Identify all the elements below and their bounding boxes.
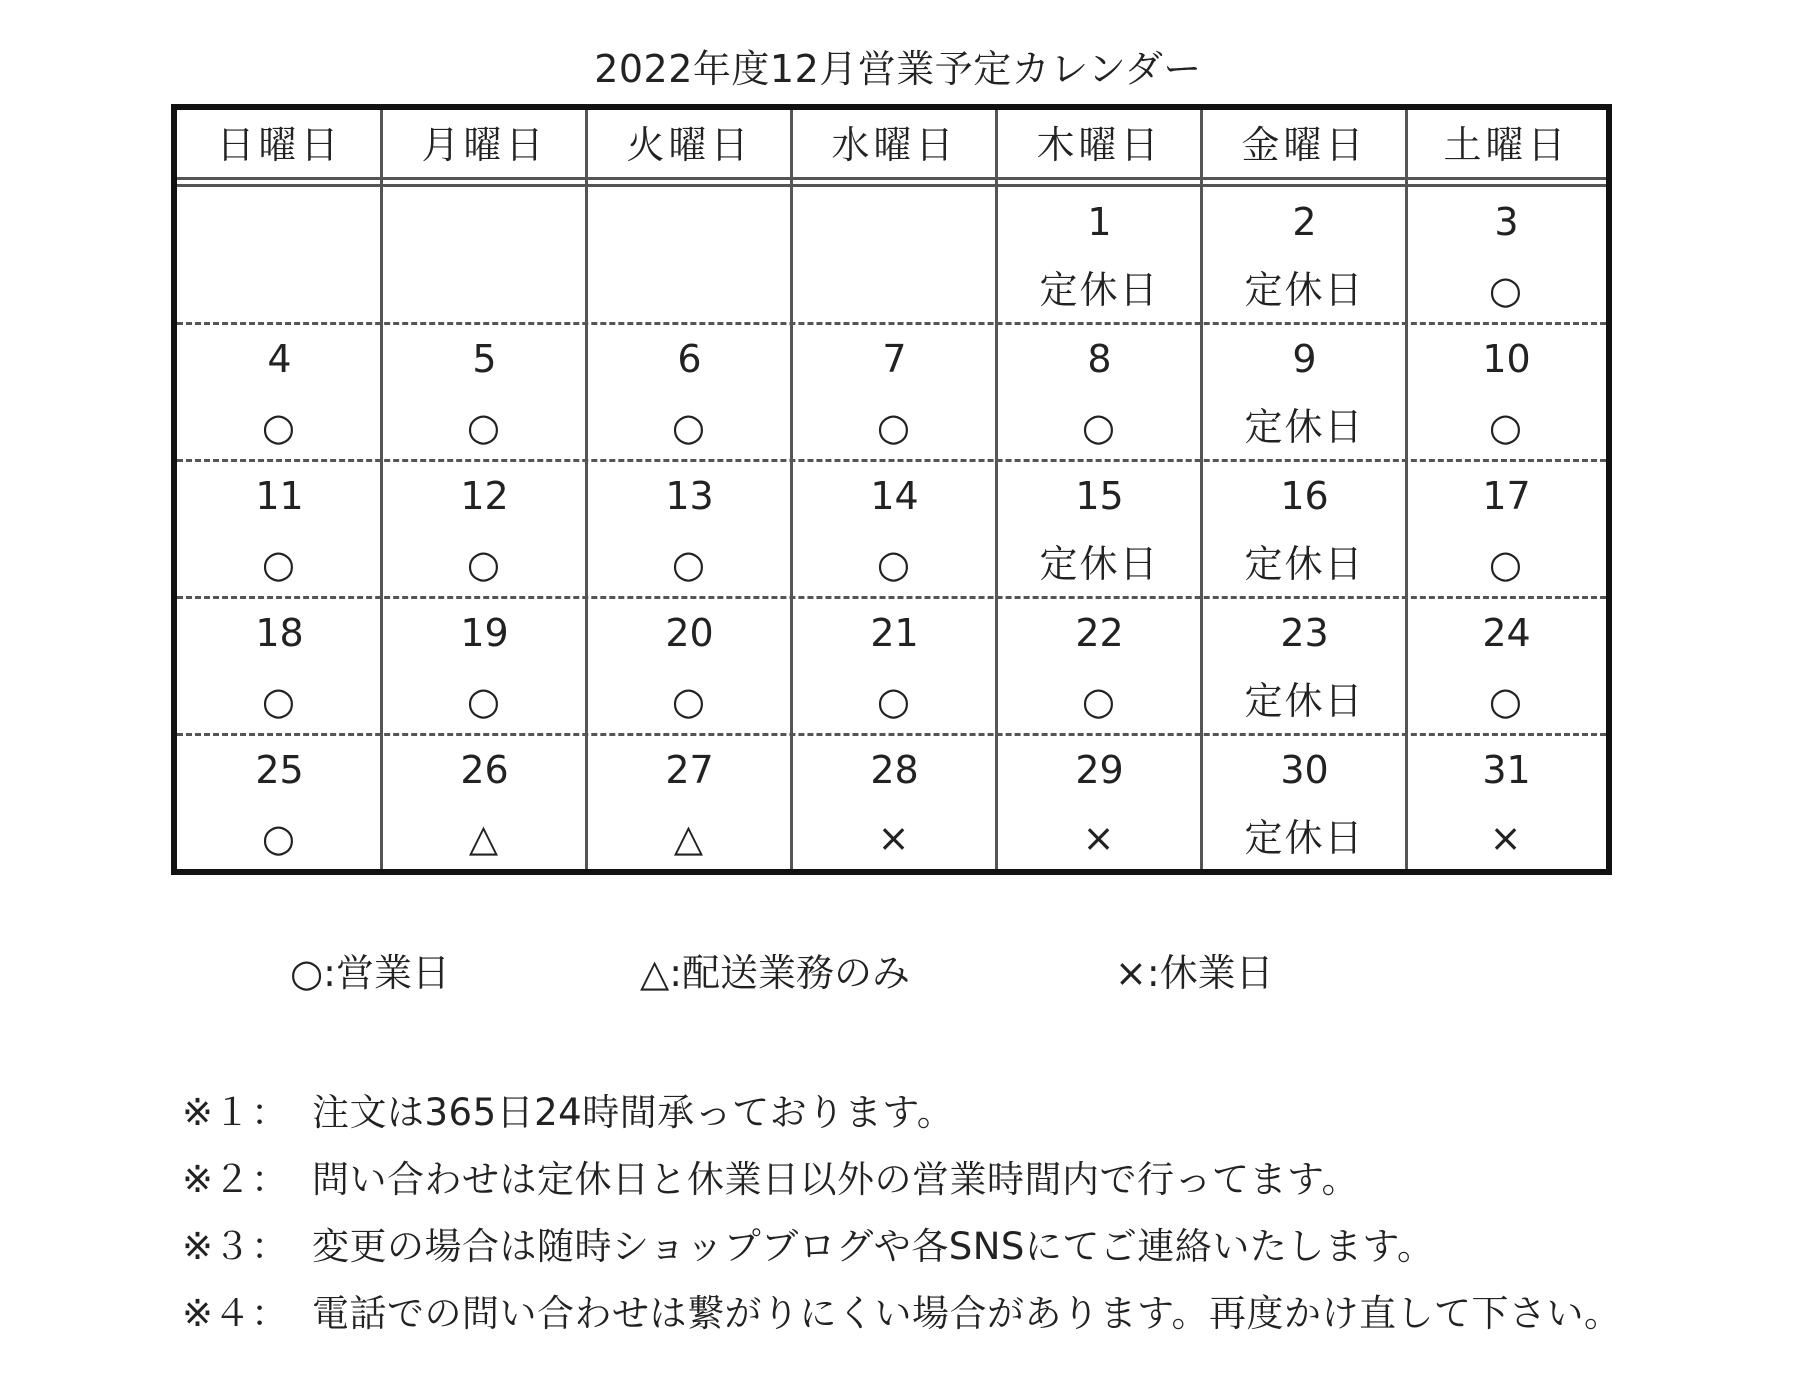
day-number <box>792 197 997 247</box>
day-cell <box>382 735 587 871</box>
note-2 <box>182 1155 1359 1205</box>
day-cell <box>177 461 382 597</box>
day-number: 29 <box>1075 748 1124 792</box>
day-status: ○ <box>466 542 503 586</box>
day-number: 4 <box>267 337 292 381</box>
day-cell <box>1407 598 1606 734</box>
note-3 <box>182 1222 1434 1272</box>
day-cell <box>1407 461 1606 597</box>
weekday-wed: 水曜日 <box>831 123 958 167</box>
day-status: × <box>877 816 912 860</box>
header-double-rule <box>177 177 1606 187</box>
day-cell <box>382 324 587 460</box>
day-status <box>382 265 587 315</box>
day-number: 31 <box>1482 748 1531 792</box>
weekday-tue: 火曜日 <box>626 123 753 167</box>
note-mark: ※２： <box>182 1158 289 1201</box>
day-cell <box>1202 324 1407 460</box>
column-divider <box>585 110 588 869</box>
week-row-2 <box>177 324 1606 460</box>
day-status <box>177 265 382 315</box>
day-status: 定休日 <box>1244 816 1365 860</box>
weekday-fri: 金曜日 <box>1241 123 1368 167</box>
day-number: 28 <box>870 748 919 792</box>
day-cell <box>997 598 1202 734</box>
note-mark: ※１： <box>182 1091 289 1134</box>
week-divider <box>177 733 1606 736</box>
day-status: ○ <box>1488 542 1525 586</box>
day-status: × <box>1489 816 1524 860</box>
day-status: 定休日 <box>1039 268 1160 312</box>
day-cell <box>997 735 1202 871</box>
day-number: 16 <box>1280 474 1329 518</box>
note-text: 注文は365日24時間承っております。 <box>312 1091 955 1134</box>
day-status: ○ <box>1081 679 1118 723</box>
day-cell <box>1202 598 1407 734</box>
week-divider <box>177 596 1606 599</box>
day-number <box>177 197 382 247</box>
weekday-thu: 木曜日 <box>1036 123 1163 167</box>
day-number: 27 <box>665 748 714 792</box>
day-status <box>587 265 792 315</box>
day-status <box>792 265 997 315</box>
day-number: 19 <box>460 611 509 655</box>
day-cell <box>587 735 792 871</box>
day-number: 13 <box>665 474 714 518</box>
day-status: ○ <box>1488 405 1525 449</box>
legend-closed: ×:休業日 <box>1115 951 1274 995</box>
day-number: 12 <box>460 474 509 518</box>
day-status: ○ <box>466 679 503 723</box>
day-status: ○ <box>876 405 913 449</box>
note-4 <box>182 1289 1622 1339</box>
day-cell <box>177 187 382 323</box>
day-status: ○ <box>261 679 298 723</box>
day-cell <box>997 187 1202 323</box>
day-status: ○ <box>1488 679 1525 723</box>
day-cell <box>1407 324 1606 460</box>
day-number: 11 <box>255 474 304 518</box>
day-number: 24 <box>1482 611 1531 655</box>
column-divider <box>1405 110 1408 869</box>
week-row-3 <box>177 461 1606 597</box>
day-cell <box>382 461 587 597</box>
column-divider <box>790 110 793 869</box>
note-mark: ※４： <box>182 1292 289 1335</box>
day-status: ○ <box>1081 405 1118 449</box>
day-cell <box>792 187 997 323</box>
day-status: ○ <box>876 679 913 723</box>
week-row-1 <box>177 187 1606 323</box>
day-cell <box>177 598 382 734</box>
day-status: △ <box>673 816 706 860</box>
calendar-body <box>177 187 1606 869</box>
day-status: ○ <box>876 542 913 586</box>
day-cell <box>382 598 587 734</box>
day-cell <box>587 598 792 734</box>
day-number: 23 <box>1280 611 1329 655</box>
legend-open: ○:営業日 <box>290 951 450 995</box>
day-status: 定休日 <box>1244 679 1365 723</box>
calendar-table <box>171 104 1612 875</box>
day-status: ○ <box>261 816 298 860</box>
day-status: 定休日 <box>1244 542 1365 586</box>
day-status: ○ <box>1488 268 1525 312</box>
day-cell <box>1202 461 1407 597</box>
day-status: ○ <box>671 542 708 586</box>
day-status: ○ <box>671 679 708 723</box>
weekday-header-row <box>177 110 1606 176</box>
note-1 <box>182 1088 954 1138</box>
day-cell <box>587 187 792 323</box>
week-divider <box>177 459 1606 462</box>
day-cell <box>587 461 792 597</box>
day-number: 20 <box>665 611 714 655</box>
day-cell <box>1202 735 1407 871</box>
day-cell <box>792 461 997 597</box>
day-status: ○ <box>261 542 298 586</box>
day-cell <box>1202 187 1407 323</box>
legend-delivery-only: △:配送業務のみ <box>640 951 911 995</box>
note-mark: ※３： <box>182 1225 289 1268</box>
weekday-sat: 土曜日 <box>1443 123 1570 167</box>
note-text: 電話での問い合わせは繋がりにくい場合があります。再度かけ直して下さい。 <box>312 1292 1622 1335</box>
day-cell <box>792 735 997 871</box>
day-number: 6 <box>677 337 702 381</box>
day-number: 9 <box>1292 337 1317 381</box>
day-status: 定休日 <box>1244 268 1365 312</box>
day-status: ○ <box>466 405 503 449</box>
day-number: 18 <box>255 611 304 655</box>
day-number: 5 <box>472 337 497 381</box>
day-number: 1 <box>1087 200 1112 244</box>
day-status: × <box>1082 816 1117 860</box>
day-status: 定休日 <box>1244 405 1365 449</box>
day-number: 3 <box>1494 200 1519 244</box>
day-cell <box>382 187 587 323</box>
day-status: ○ <box>671 405 708 449</box>
weekday-sun: 日曜日 <box>216 123 343 167</box>
note-text: 変更の場合は随時ショップブログや各SNSにてご連絡いたします。 <box>312 1225 1435 1268</box>
day-cell <box>587 324 792 460</box>
column-divider <box>1200 110 1203 869</box>
column-divider <box>380 110 383 869</box>
week-row-5 <box>177 735 1606 871</box>
day-number: 8 <box>1087 337 1112 381</box>
day-cell <box>997 461 1202 597</box>
day-number: 30 <box>1280 748 1329 792</box>
day-number: 21 <box>870 611 919 655</box>
day-number: 7 <box>882 337 907 381</box>
day-number: 25 <box>255 748 304 792</box>
day-number: 26 <box>460 748 509 792</box>
day-status: 定休日 <box>1039 542 1160 586</box>
day-number: 14 <box>870 474 919 518</box>
day-cell <box>1407 735 1606 871</box>
note-text: 問い合わせは定休日と休業日以外の営業時間内で行ってます。 <box>312 1158 1360 1201</box>
day-number: 15 <box>1075 474 1124 518</box>
day-number: 10 <box>1482 337 1531 381</box>
week-row-4 <box>177 598 1606 734</box>
day-cell <box>997 324 1202 460</box>
day-cell <box>792 324 997 460</box>
day-cell <box>177 324 382 460</box>
day-status: ○ <box>261 405 298 449</box>
day-number <box>382 197 587 247</box>
weekday-mon: 月曜日 <box>421 123 548 167</box>
day-status: △ <box>468 816 501 860</box>
day-number: 22 <box>1075 611 1124 655</box>
day-number <box>587 197 792 247</box>
column-divider <box>995 110 998 869</box>
calendar-title: 2022年度12月営業予定カレンダー <box>594 47 1202 91</box>
day-number: 2 <box>1292 200 1317 244</box>
day-cell <box>792 598 997 734</box>
day-cell <box>177 735 382 871</box>
day-number: 17 <box>1482 474 1531 518</box>
day-cell <box>1407 187 1606 323</box>
week-divider <box>177 322 1606 325</box>
